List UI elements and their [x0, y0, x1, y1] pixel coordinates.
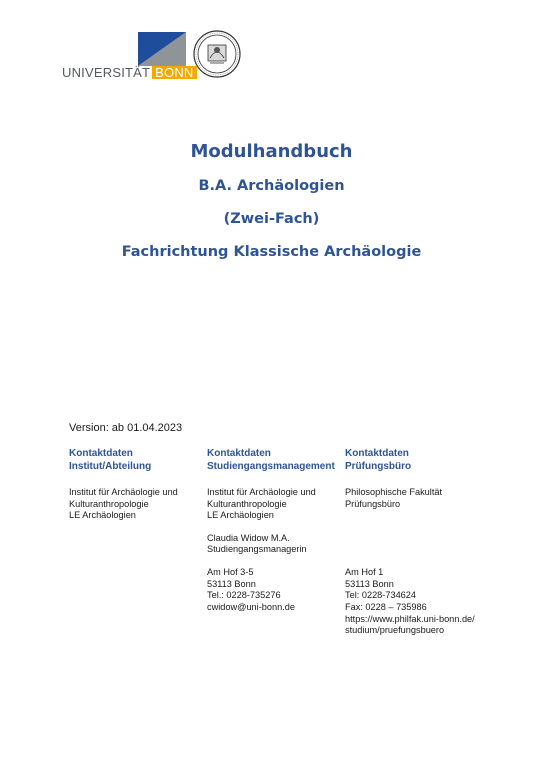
- university-wordmark: [62, 66, 197, 79]
- contact-address-block: Philosophische Fakultät Prüfungsbüro: [345, 487, 443, 509]
- version-line: Version: ab 01.04.2023: [69, 422, 183, 434]
- contact-heading: Kontaktdaten Prüfungsbüro: [345, 448, 412, 472]
- contact-details-block: Am Hof 1 53113 Bonn Tel: 0228-734624 Fax: 0228 – 735986 https://www.philfak.uni-bonn.de/ studium/pruefungsbuero: [345, 567, 485, 637]
- program-name: B.A. Archäologien: [198, 178, 345, 194]
- blank-spacer: [345, 521, 485, 567]
- contact-address-block: Institut für Archäologie und Kulturanthropologie LE Archäologien: [207, 487, 316, 521]
- contact-columns: [69, 448, 509, 658]
- university-logo-mark-icon: [138, 32, 186, 66]
- contact-column-institute: [69, 448, 209, 533]
- contact-column-study-management: [207, 448, 347, 624]
- program-specialization: Fachrichtung Klassische Archäologie: [121, 244, 422, 260]
- contact-heading: Kontaktdaten Studiengangsmanagement: [207, 448, 335, 472]
- university-logo: [62, 30, 252, 82]
- exam-office-url-link-cont[interactable]: studium/pruefungsbuero: [345, 625, 445, 636]
- program-type: (Zwei-Fach): [223, 211, 320, 227]
- wordmark-universitaet: UNIVERSITÄT: [62, 65, 151, 80]
- university-seal-icon: [193, 30, 241, 78]
- document-title: Modulhandbuch: [190, 141, 353, 162]
- contact-person-block: Claudia Widow M.A. Studiengangsmanagerin: [207, 532, 307, 555]
- exam-office-url-link[interactable]: https://www.philfak.uni-bonn.de/: [345, 613, 475, 624]
- wordmark-bonn: BONN: [152, 66, 196, 79]
- contact-column-exam-office: [345, 448, 485, 648]
- contact-heading: Kontaktdaten Institut/Abteilung: [69, 448, 152, 472]
- contact-address-block: Institut für Archäologie und Kulturanthropologie LE Archäologien: [69, 487, 178, 521]
- contact-details-block: Am Hof 3-5 53113 Bonn Tel.: 0228-735276 cwidow@uni-bonn.de: [207, 567, 347, 613]
- title-block: [0, 140, 543, 275]
- contact-email-link[interactable]: cwidow@uni-bonn.de: [207, 601, 295, 612]
